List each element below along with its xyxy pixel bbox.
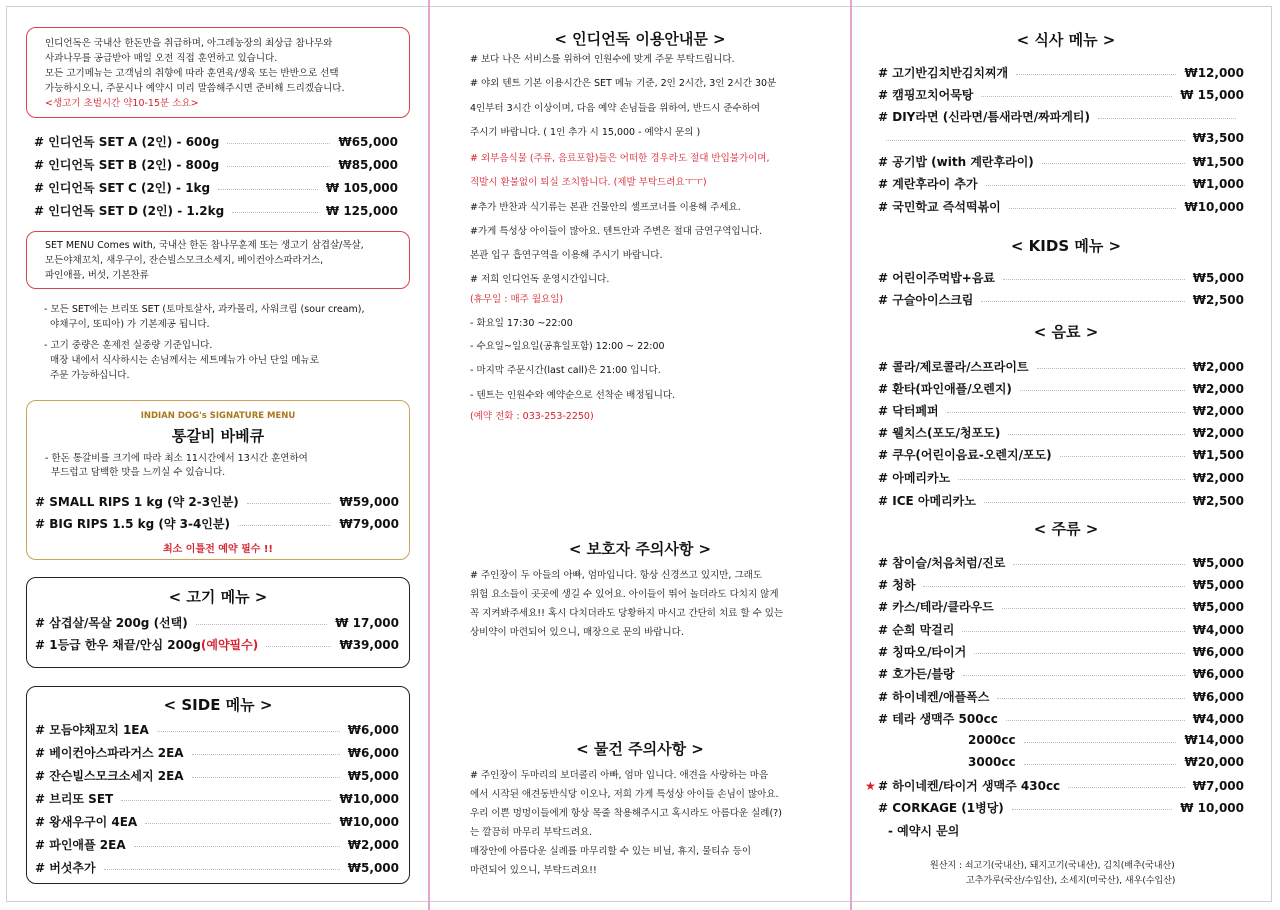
liquor-item-name: # 카스/테라/클라우드 (878, 600, 994, 614)
liquor-item-price: ₩4,000 (1192, 711, 1244, 726)
drink-item (878, 469, 1244, 486)
drink-item (878, 446, 1244, 463)
set-name: # 인디언독 SET A (2인) - 600g (34, 135, 220, 149)
side-item-price: ₩2,000 (347, 837, 399, 852)
drink-item-name: # 아메리카노 (878, 471, 951, 485)
meal-item (878, 64, 1244, 81)
guide-line: - 마지막 주문시간(last call)은 21:00 입니다. (470, 365, 661, 376)
meat-item (35, 636, 399, 653)
guide-line: - 텐트는 인원수와 예약순으로 선착순 배정됩니다. (470, 390, 676, 401)
leader-dots (1009, 208, 1177, 209)
leader-dots (958, 479, 1185, 480)
side-item (35, 859, 399, 876)
side-menu-title: < SIDE 메뉴 > (163, 696, 273, 714)
meal-item-name: # 국민학교 즉석떡볶이 (878, 200, 1001, 214)
signature-note: 최소 이틀전 예약 필수 !! (163, 544, 273, 555)
items-notice-title: < 물건 주의사항 > (576, 740, 704, 758)
side-item (35, 790, 399, 807)
drinks-title: < 음료 > (1033, 323, 1099, 341)
signature-box (26, 400, 410, 560)
set-menu-row (34, 202, 398, 219)
signature-item-name: # BIG RIPS 1.5 kg (약 3-4인분) (35, 517, 230, 531)
intro-line: 모든 고기메뉴는 고객님의 취향에 따라 훈연육/생육 또는 반반으로 선택 (45, 68, 339, 79)
meat-item-name: # 1등급 한우 채끝/안심 200g (35, 638, 201, 652)
set-info-line: 파인애플, 버섯, 기본찬류 (45, 270, 149, 281)
drink-item-price: ₩2,000 (1192, 381, 1244, 396)
meal-item (878, 131, 1244, 145)
liquor-item-name: # 청하 (878, 578, 916, 592)
guardian-line: 상비약이 마련되어 있으니, 매장으로 문의 바랍니다. (470, 627, 684, 638)
drink-item (878, 402, 1244, 419)
set-note: 매장 내에서 식사하시는 손님께서는 세트메뉴가 아닌 단일 메뉴로 (44, 355, 319, 366)
side-item-price: ₩10,000 (339, 814, 399, 829)
meat-item (35, 614, 399, 631)
guide-line: # 저희 인디언독 운영시간입니다. (470, 274, 610, 285)
set-note: - 고기 중량은 훈제전 실중량 기준입니다. (44, 340, 213, 351)
drink-item-price: ₩2,000 (1192, 359, 1244, 374)
intro-box (26, 27, 410, 118)
meat-menu-title: < 고기 메뉴 > (168, 588, 268, 606)
drink-item-price: ₩2,000 (1192, 425, 1244, 440)
liquor-item (865, 777, 1244, 794)
liquor-item-price: ₩20,000 (1184, 755, 1244, 769)
signature-title: 통갈비 바베큐 (171, 427, 265, 445)
drink-item-price: ₩2,000 (1192, 470, 1244, 485)
meal-item (878, 198, 1244, 215)
liquor-item-price: ₩5,000 (1192, 577, 1244, 592)
guide-line: 본관 입구 흡연구역을 이용해 주시기 바랍니다. (470, 250, 663, 261)
meat-item-price: ₩ 17,000 (335, 615, 399, 630)
meat-menu-box (26, 577, 410, 668)
leader-dots (984, 502, 1185, 503)
set-name: # 인디언독 SET B (2인) - 800g (34, 158, 220, 172)
guide-line: (휴무일 : 매주 월요일) (470, 294, 564, 305)
drink-item-name: # 콜라/제로콜라/스프라이트 (878, 360, 1029, 374)
liquor-item-name: # CORKAGE (1병당) (878, 801, 1004, 815)
items-notice-line: 매장안에 아름다운 실례를 마무리할 수 있는 비닐, 휴지, 물티슈 등이 (470, 846, 751, 857)
leader-dots (1060, 456, 1185, 457)
leader-dots (1016, 74, 1176, 75)
side-item-name: # 모듬야채꼬치 1EA (35, 723, 149, 737)
liquor-item-name: 2000cc (968, 733, 1016, 747)
liquor-item-price: ₩4,000 (1192, 622, 1244, 637)
set-price: ₩ 105,000 (325, 180, 398, 195)
side-menu-box (26, 686, 410, 884)
guide-line: # 보다 나은 서비스를 위하여 인원수에 맞게 주문 부탁드립니다. (470, 54, 735, 65)
intro-note: <생고기 초벌시간 약10-15분 소요> (45, 98, 199, 109)
liquor-item-name: # 하이네켄/타이거 생맥주 430cc (878, 779, 1061, 793)
liquor-item (878, 710, 1244, 727)
drink-item-name: # ICE 아메리카노 (878, 494, 976, 508)
liquor-item (878, 665, 1244, 682)
items-notice-line: 는 깔끔히 마무리 부탁드려요. (470, 827, 593, 838)
side-item-name: # 잔슨빌스모크소세지 2EA (35, 769, 184, 783)
liquor-item-name: # 참이슬/처음처럼/진로 (878, 556, 1006, 570)
set-menu-row (34, 133, 398, 150)
drink-item-name: # 쿠우(어린이음료-오렌지/포도) (878, 448, 1052, 462)
set-price: ₩85,000 (338, 157, 398, 172)
drink-item (878, 424, 1244, 441)
liquor-item-name: # 하이네켄/애플폭스 (878, 690, 990, 704)
side-item-name: # 왕새우구이 4EA (35, 815, 138, 829)
items-notice-line: 우리 이쁜 멍멍이들에게 항상 목줄 착용해주시고 혹시라도 아름다운 실례(?) (470, 808, 782, 819)
set-name: # 인디언독 SET C (2인) - 1kg (34, 181, 211, 195)
leader-dots (1098, 118, 1236, 119)
liquor-item-price: ₩6,000 (1192, 689, 1244, 704)
leader-dots (963, 675, 1185, 676)
items-notice-line: 마련되어 있으니, 부탁드려요!! (470, 865, 597, 876)
kids-item-price: ₩2,500 (1192, 292, 1244, 307)
set-info-box (26, 231, 410, 289)
signature-desc: - 한돈 통갈비를 크기에 따라 최소 11시간에서 13시간 훈연하여 (45, 453, 308, 464)
liquor-item-price: ₩14,000 (1184, 733, 1244, 747)
liquor-item (878, 733, 1244, 747)
drink-item (878, 358, 1244, 375)
liquor-item (878, 598, 1244, 615)
side-item-price: ₩5,000 (347, 860, 399, 875)
set-price: ₩ 125,000 (325, 203, 398, 218)
meal-item-price: ₩ 15,000 (1180, 87, 1244, 102)
guardian-line: 위험 요소들이 곳곳에 생길 수 있어요. 아이들이 뛰어 놀더라도 다치지 않게 (470, 589, 779, 600)
liquor-item (878, 621, 1244, 638)
side-item-name: # 베이컨아스파라거스 2EA (35, 746, 184, 760)
side-item (35, 813, 399, 830)
leader-dots (1020, 390, 1185, 391)
set-menu-row (34, 179, 398, 196)
meat-item-price: ₩39,000 (339, 637, 399, 652)
items-notice-line: 에서 시작된 애견동반식당 이오나, 저희 가게 특성상 아이들 손님이 많아요. (470, 789, 779, 800)
leader-dots (997, 698, 1184, 699)
signature-item-name: # SMALL RIPS 1 kg (약 2-3인분) (35, 495, 239, 509)
drink-item-name: # 닥터페퍼 (878, 404, 939, 418)
set-price: ₩65,000 (338, 134, 398, 149)
leader-dots (923, 586, 1184, 587)
kids-item-name: # 구슬아이스크림 (878, 293, 974, 307)
guardian-line: # 주인장이 두 아들의 아빠, 엄마입니다. 항상 신경쓰고 있지만, 그래도 (470, 570, 762, 581)
intro-line: 가능하시오니, 주문시나 예약시 미리 말씀해주시면 준비해 드리겠습니다. (45, 83, 345, 94)
side-item-price: ₩6,000 (347, 745, 399, 760)
guide-line: # 야외 텐트 기본 이용시간은 SET 메뉴 기준, 2인 2시간, 3인 2시간 30분 (470, 78, 777, 89)
leader-dots (974, 653, 1185, 654)
guardian-title: < 보호자 주의사항 > (568, 540, 712, 558)
meal-item-price: ₩12,000 (1184, 65, 1244, 80)
set-info-line: 모든야채꼬치, 새우구이, 잔슨빌스모크소세지, 베이컨아스파라거스, (45, 255, 324, 266)
signature-item-price: ₩59,000 (339, 494, 399, 509)
meal-item-name: # 공기밥 (with 계란후라이) (878, 155, 1034, 169)
liquor-item-name: # 순희 막걸리 (878, 623, 955, 637)
kids-item (878, 291, 1244, 308)
guide-line: #추가 반찬과 식기류는 본관 건물안의 셀프코너를 이용해 주세요. (470, 202, 741, 213)
guide-line: - 수요일~일요일(공휴일포함) 12:00 ~ 22:00 (470, 341, 665, 352)
set-note: - 모든 SET에는 브리또 SET (토마토살사, 과카몰리, 사워크림 (sour cream), (44, 304, 365, 315)
meal-item (878, 108, 1244, 125)
meat-item-extra: (예약필수) (200, 638, 259, 652)
liquor-item-price: ₩ 10,000 (1180, 800, 1244, 815)
meal-item-name: # DIY라면 (신라면/틈새라면/짜파게티) (878, 110, 1090, 124)
leader-dots (1012, 809, 1172, 810)
side-item-name: # 버섯추가 (35, 861, 96, 875)
origin-line: 원산지 : 쇠고기(국내산), 돼지고기(국내산), 김치(배추(국내산) (930, 861, 1175, 871)
liquor-item-price: ₩5,000 (1192, 555, 1244, 570)
liquor-item-price: ₩7,000 (1192, 778, 1244, 793)
meal-title: < 식사 메뉴 > (1016, 31, 1116, 49)
drink-item-name: # 환타(파인애플/오렌지) (878, 382, 1012, 396)
liquor-item (878, 576, 1244, 593)
leader-dots (1006, 720, 1185, 721)
meal-item-price: ₩1,000 (1192, 176, 1244, 191)
corkage-note: - 예약시 문의 (888, 824, 960, 838)
leader-dots (1042, 163, 1185, 164)
meal-item-price: ₩1,500 (1192, 154, 1244, 169)
guide-line: (예약 전화 : 033-253-2250) (470, 411, 594, 422)
meal-item (878, 175, 1244, 192)
signature-desc: 부드럽고 담백한 맛을 느끼실 수 있습니다. (45, 467, 226, 478)
guide-title: < 인디언독 이용안내문 > (554, 30, 726, 48)
right-column (852, 0, 1280, 910)
side-item (35, 721, 399, 738)
guide-line: 4인부터 3시간 이상이며, 다음 예약 손님들을 위하여, 반드시 준수하여 (470, 103, 761, 114)
liquor-item-price: ₩6,000 (1192, 666, 1244, 681)
side-item-name: # 브리또 SET (35, 792, 114, 806)
guardian-line: 꼭 지켜봐주세요!! 혹시 다치더라도 당황하지 마시고 간단히 치료 할 수 있는 (470, 608, 784, 619)
set-menu-row (34, 156, 398, 173)
side-item (35, 767, 399, 784)
meal-item-name: # 캠핑꼬치어묵탕 (878, 88, 974, 102)
meal-item-name: # 계란후라이 추가 (878, 177, 978, 191)
drink-item-price: ₩1,500 (1192, 447, 1244, 462)
items-notice-line: # 주인장이 두마리의 보더콜리 아빠, 엄마 입니다. 애견을 사랑하는 마음 (470, 770, 769, 781)
signature-item-price: ₩79,000 (339, 516, 399, 531)
kids-item-price: ₩5,000 (1192, 270, 1244, 285)
leader-dots (981, 96, 1172, 97)
liquor-item (878, 755, 1244, 769)
liquor-item (878, 554, 1244, 571)
star-icon: ★ (865, 778, 876, 793)
kids-item (878, 269, 1244, 286)
guide-line: # 외부음식물 (주류, 음료포함)들은 어떠한 경우라도 절대 반입불가이며, (470, 153, 770, 164)
meat-item-name: # 삼겹살/목살 200g (선택) (35, 616, 188, 630)
liquor-item-name: # 테라 생맥주 500cc (878, 712, 998, 726)
origin-line: 고추가루(국산/수입산), 소세지(미국산), 새우(수입산) (966, 876, 1176, 886)
left-column (0, 0, 428, 910)
side-item-price: ₩6,000 (347, 722, 399, 737)
middle-column (428, 0, 852, 910)
meal-item-price: ₩3,500 (1192, 131, 1244, 145)
leader-dots (947, 412, 1185, 413)
side-item-price: ₩10,000 (339, 791, 399, 806)
liquor-item-price: ₩6,000 (1192, 644, 1244, 659)
set-note: 야채구이, 또띠아) 가 기본제공 됩니다. (44, 319, 210, 330)
guide-line: 주시기 바랍니다. ( 1인 추가 시 15,000 - 예약시 문의 ) (470, 127, 701, 138)
liquor-item (878, 799, 1244, 816)
leader-dots (886, 140, 1185, 141)
leader-dots (1068, 787, 1185, 788)
leader-dots (1024, 742, 1177, 743)
leader-dots (962, 631, 1184, 632)
liquor-title: < 주류 > (1033, 520, 1099, 538)
leader-dots (1024, 764, 1177, 765)
side-item (35, 836, 399, 853)
drink-item-price: ₩2,000 (1192, 403, 1244, 418)
liquor-item (878, 643, 1244, 660)
drink-item-name: # 웰치스(포도/청포도) (878, 426, 1001, 440)
kids-title: < KIDS 메뉴 > (1010, 237, 1122, 255)
leader-dots (981, 301, 1184, 302)
leader-dots (1002, 608, 1185, 609)
liquor-item (878, 688, 1244, 705)
drink-item (878, 380, 1244, 397)
drink-item (878, 492, 1244, 509)
intro-line: 인디언독은 국내산 한돈만을 취급하며, 아그레농장의 최상급 참나무와 (45, 38, 333, 49)
side-item (35, 744, 399, 761)
intro-line: 사과나무를 공급받아 매일 오전 직접 훈연하고 있습니다. (45, 53, 278, 64)
side-item-name: # 파인애플 2EA (35, 838, 126, 852)
meal-item-name: # 고기반김치반김치찌개 (878, 66, 1009, 80)
set-name: # 인디언독 SET D (2인) - 1.2kg (34, 204, 225, 218)
signature-item (35, 493, 399, 510)
leader-dots (1037, 368, 1185, 369)
kids-item-name: # 어린이주먹밥+음료 (878, 271, 996, 285)
leader-dots (1013, 564, 1184, 565)
signature-label: INDIAN DOG's SIGNATURE MENU (140, 411, 296, 421)
meal-item-price: ₩10,000 (1184, 199, 1244, 214)
meal-item (878, 153, 1244, 170)
liquor-item-price: ₩5,000 (1192, 599, 1244, 614)
liquor-item-name: # 칭따오/타이거 (878, 645, 967, 659)
liquor-item-name: 3000cc (968, 755, 1016, 769)
side-item-price: ₩5,000 (347, 768, 399, 783)
liquor-item-name: # 호가든/블랑 (878, 667, 955, 681)
set-note: 주문 가능하십니다. (44, 370, 130, 381)
guide-line: #가게 특성상 아이들이 많아요. 텐트안과 주변은 절대 금연구역입니다. (470, 226, 763, 237)
leader-dots (986, 185, 1185, 186)
set-info-line: SET MENU Comes with, 국내산 한돈 참나무훈제 또는 생고기 삼겹살/목살, (45, 240, 364, 251)
guide-line: - 화요일 17:30 ~22:00 (470, 318, 573, 329)
signature-item (35, 515, 399, 532)
guide-line: 적발시 환불없이 퇴실 조치합니다. (제발 부탁드려요ㅜㅜ) (470, 177, 707, 188)
leader-dots (1003, 279, 1185, 280)
leader-dots (1008, 434, 1184, 435)
drink-item-price: ₩2,500 (1192, 493, 1244, 508)
meal-item (878, 86, 1244, 103)
